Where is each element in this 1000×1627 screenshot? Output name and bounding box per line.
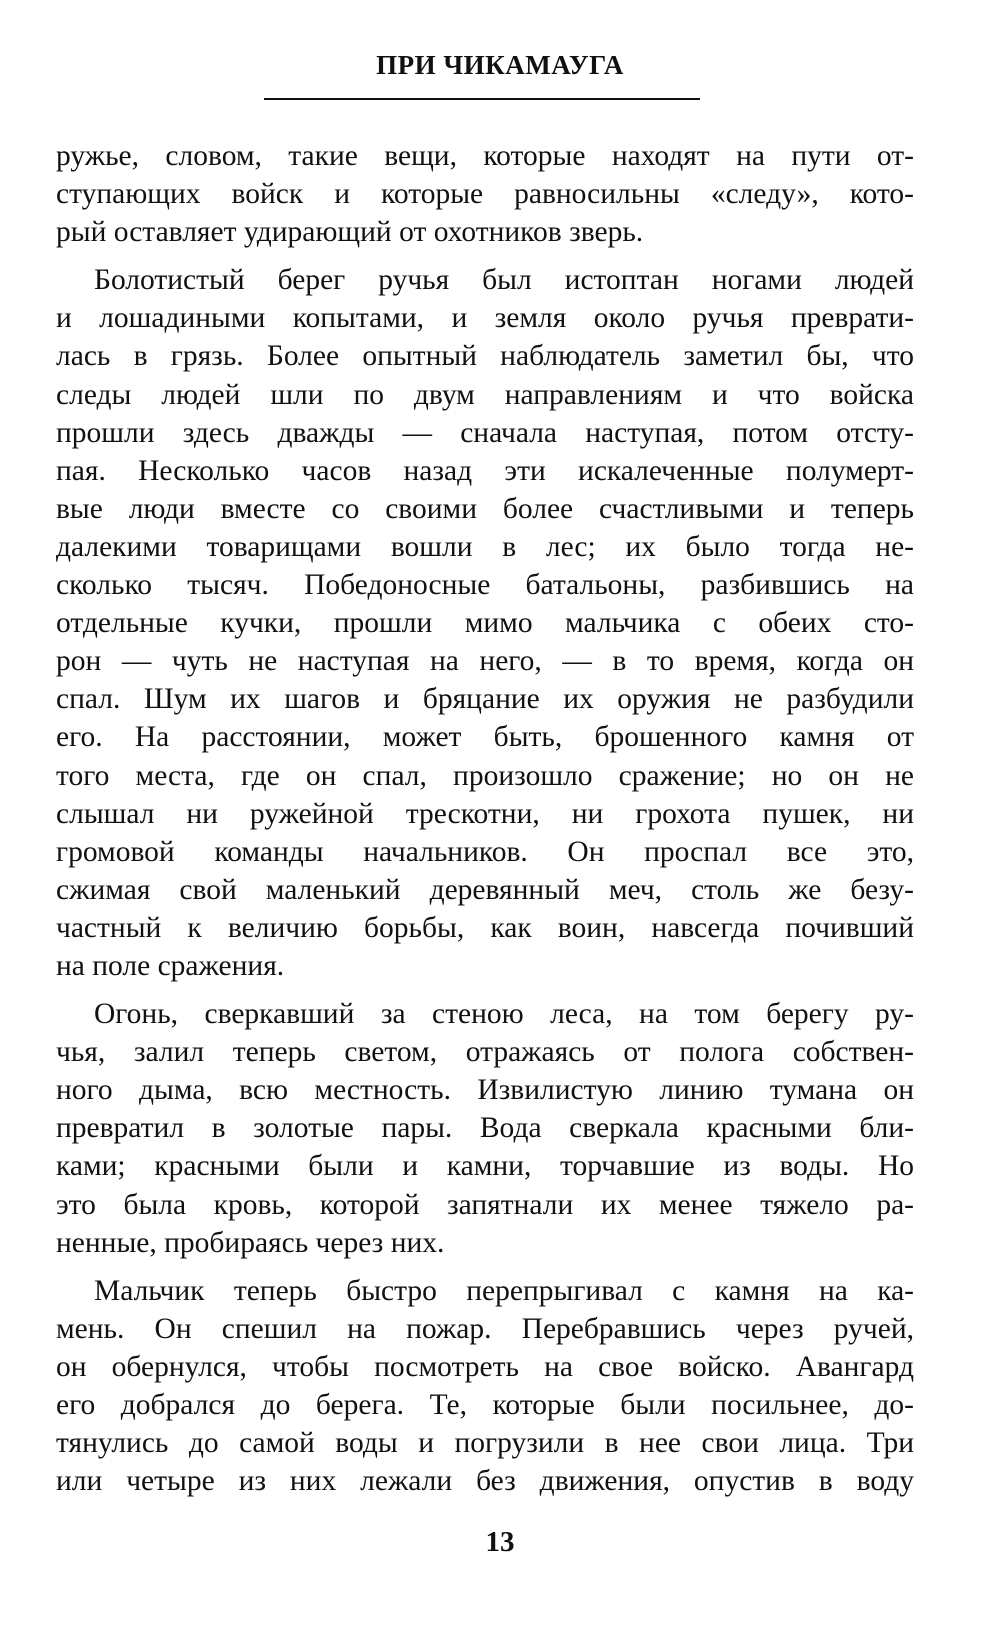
text-line: рый оставляет удирающий от охотников зверь.: [56, 216, 644, 249]
text-line: ружье, словом, такие вещи, которые находят на пути от-: [56, 140, 914, 172]
paragraph: [56, 995, 914, 1262]
text-line: это была кровь, которой запятнали их менее тяжело ра-: [56, 1188, 914, 1221]
page-number: 13: [485, 1526, 515, 1558]
text-line: слышал ни ружейной трескотни, ни грохота пушек, ни: [56, 797, 914, 830]
text-line: отдельные кучки, прошли мимо мальчика с обеих сто-: [56, 607, 914, 640]
text-line: лась в грязь. Более опытный наблюдатель заметил бы, что: [56, 340, 914, 373]
text-line: далекими товарищами вошли в лес; их было тогда не-: [56, 530, 914, 563]
text-line: Болотистый берег ручья был истоптан ногами людей: [94, 264, 914, 297]
text-line: чья, залил теперь светом, отражаясь от полога собствен-: [56, 1036, 914, 1069]
text-line: его добрался до берега. Те, которые были посильнее, до-: [56, 1389, 914, 1421]
text-line: частный к величию борьбы, как воин, навсегда почивший: [56, 911, 914, 944]
text-line: рон — чуть не наступая на него, — в то время, когда он: [56, 645, 914, 678]
text-line: прошли здесь дважды — сначала наступая, потом отсту-: [56, 416, 914, 449]
header-rule: [264, 98, 700, 100]
text-line: ного дыма, всю местность. Извилистую линию тумана он: [56, 1074, 914, 1107]
paragraph-gap: [56, 1262, 914, 1272]
text-line: превратил в золотые пары. Вода сверкала красными бли-: [56, 1112, 914, 1145]
text-line: громовой команды начальников. Он проспал все это,: [56, 835, 914, 868]
text-line: следы людей шли по двум направлениям и что войска: [56, 378, 914, 411]
text-line: Огонь, сверкавший за стеною леса, на том берегу ру-: [94, 998, 914, 1031]
text-line: того места, где он спал, произошло сражение; но он не: [56, 759, 914, 792]
text-line: ненные, пробираясь через них.: [56, 1226, 445, 1259]
text-line: он обернулся, чтобы посмотреть на свое войско. Авангард: [56, 1350, 914, 1383]
text-line: вые люди вместе со своими более счастливыми и теперь: [56, 492, 914, 525]
paragraph-gap: [56, 985, 914, 995]
text-line: мень. Он спешил на пожар. Перебравшись через ручей,: [56, 1312, 914, 1345]
paragraph: [56, 261, 914, 985]
running-header-title: ПРИ ЧИКАМАУГА: [376, 50, 624, 80]
paragraph: [56, 1272, 914, 1501]
text-line: и лошадиными копытами, и земля около ручья преврати-: [56, 302, 914, 335]
body-text: [56, 137, 914, 1500]
text-line: Мальчик теперь быстро перепрыгивал с камня на ка-: [94, 1274, 914, 1307]
running-header: [0, 52, 1000, 79]
text-line: спал. Шум их шагов и бряцание их оружия не разбудили: [56, 683, 914, 716]
paragraph: [56, 137, 914, 251]
text-line: ками; красными были и камни, торчавшие из воды. Но: [56, 1150, 914, 1183]
text-line: пая. Несколько часов назад эти искалеченные полумерт-: [56, 454, 914, 487]
text-line: на поле сражения.: [56, 949, 285, 982]
paragraph-gap: [56, 251, 914, 261]
text-line: сколько тысяч. Победоносные батальоны, разбившись на: [56, 569, 914, 602]
text-line: сжимая свой маленький деревянный меч, столь же безу-: [56, 873, 914, 906]
text-line: тянулись до самой воды и погрузили в нее свои лица. Три: [56, 1427, 914, 1460]
text-line: ступающих войск и которые равносильны «следу», кото-: [56, 178, 914, 211]
text-line: или четыре из них лежали без движения, опустив в воду: [56, 1465, 914, 1498]
text-line: его. На расстоянии, может быть, брошенного камня от: [56, 721, 914, 754]
